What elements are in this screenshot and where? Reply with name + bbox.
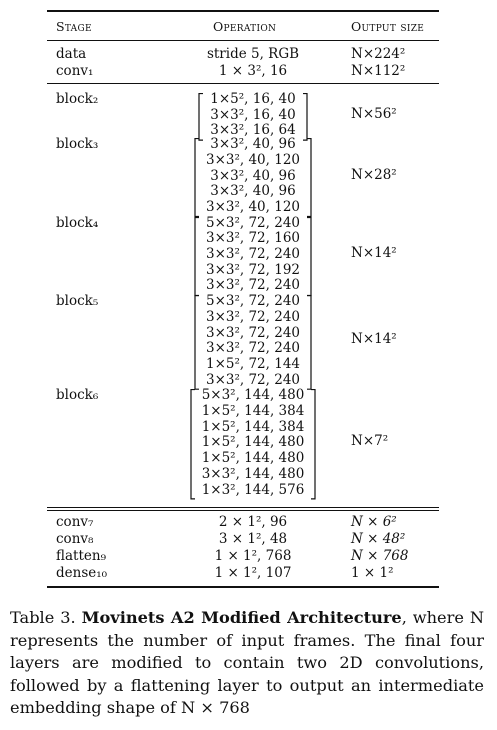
right-bracket	[302, 93, 308, 142]
block-stage-label: block₂	[56, 91, 99, 107]
right-bracket	[306, 295, 312, 391]
stage-cell: conv₁	[56, 63, 94, 79]
block-stage-label: block₃	[56, 136, 99, 153]
block-operation: 3×3², 72, 240	[205, 324, 300, 341]
block-operation: 3×3², 72, 240	[205, 308, 300, 325]
block-operation: 5×3², 144, 480	[201, 387, 305, 404]
block-output-size: N×7²	[351, 433, 389, 450]
block-operation: 3×3², 16, 40	[210, 106, 296, 123]
output-cell: 1 × 1²	[351, 565, 394, 581]
right-bracket	[310, 389, 316, 501]
stage-cell: data	[56, 46, 87, 62]
left-bracket	[190, 389, 196, 501]
block-stage-label: block₆	[56, 387, 99, 404]
block-operation: 3×3², 72, 240	[205, 371, 300, 388]
block-operation: 3×3², 72, 160	[205, 230, 300, 247]
top-section-rule	[47, 83, 439, 84]
output-cell: N×224²	[351, 46, 406, 62]
block-stage-label: block₅	[56, 293, 99, 310]
block-operation: 3×3², 72, 240	[205, 246, 300, 262]
output-cell: N × 6²	[351, 514, 397, 530]
operation-cell: 1 × 3², 16	[218, 63, 288, 79]
header-operation: Operation	[213, 19, 277, 34]
block-operation: 3×3², 40, 96	[210, 167, 296, 184]
stage-cell: flatten₉	[56, 548, 106, 564]
left-bracket	[194, 217, 200, 298]
operation-cell: 2 × 1², 96	[218, 514, 288, 530]
block-operation: 1×5², 72, 144	[205, 355, 300, 372]
block-operation: 5×3², 72, 240	[205, 214, 300, 231]
block-operation: 3×3², 40, 96	[210, 136, 296, 153]
block-operation: 5×3², 72, 240	[205, 293, 300, 310]
block-operation: 3×3², 144, 480	[201, 465, 305, 482]
header-output-size: Output size	[351, 19, 425, 34]
block-operation: 1×3², 144, 576	[201, 481, 305, 498]
caption-label: Table 3.	[10, 608, 76, 627]
stage-cell: conv₇	[56, 514, 94, 530]
left-bracket	[194, 138, 200, 219]
block-stage-label: block₄	[56, 214, 99, 231]
block-output-size: N×28²	[351, 166, 397, 183]
block-operation: 3×3², 16, 64	[210, 122, 296, 139]
bottom-section-rule-2	[47, 510, 439, 511]
table-top-rule	[47, 10, 439, 12]
block-operation: 3×3², 72, 240	[205, 277, 300, 294]
output-cell: N × 768	[351, 548, 409, 564]
table-bottom-rule	[47, 586, 439, 588]
right-bracket	[306, 138, 312, 219]
stage-cell: dense₁₀	[56, 565, 108, 581]
block-output-size: N×14²	[351, 331, 397, 348]
block-operation: 1×5², 16, 40	[210, 91, 296, 107]
header-rule	[47, 40, 439, 41]
table-caption	[10, 607, 484, 720]
block-operation: 3×3², 40, 120	[205, 151, 300, 168]
left-bracket	[198, 93, 204, 142]
block-operation: 3×3², 72, 192	[205, 261, 300, 278]
output-cell: N×112²	[351, 63, 406, 79]
operation-cell: 1 × 1², 107	[214, 565, 292, 581]
operation-cell: 3 × 1², 48	[218, 531, 288, 547]
caption-text: , where N represents the number of input frames. The final four layers are modified to contain two 2D convolutions, followed by a flattening layer to output an intermediate embedding shape of N × 768	[10, 608, 484, 718]
output-cell: N × 48²	[351, 531, 406, 547]
header-stage: Stage	[56, 19, 92, 34]
block-operation: 3×3², 40, 120	[205, 198, 300, 215]
block-operation: 1×5², 144, 384	[201, 403, 305, 419]
block-operation: 3×3², 40, 96	[210, 183, 296, 200]
operation-cell: 1 × 1², 768	[214, 548, 292, 564]
block-operation: 1×5², 144, 384	[201, 418, 305, 435]
block-operation: 1×5², 144, 480	[201, 434, 305, 451]
operation-cell: stride 5, RGB	[206, 46, 300, 62]
right-bracket	[306, 217, 312, 298]
block-operation: 3×3², 72, 240	[205, 340, 300, 357]
block-output-size: N×56²	[351, 105, 397, 122]
stage-cell: conv₈	[56, 531, 94, 547]
block-output-size: N×14²	[351, 245, 397, 261]
block-operation: 1×5², 144, 480	[201, 450, 305, 467]
bottom-section-rule-1	[47, 507, 439, 508]
caption-title: Movinets A2 Modified Architecture	[81, 608, 402, 627]
left-bracket	[194, 295, 200, 391]
